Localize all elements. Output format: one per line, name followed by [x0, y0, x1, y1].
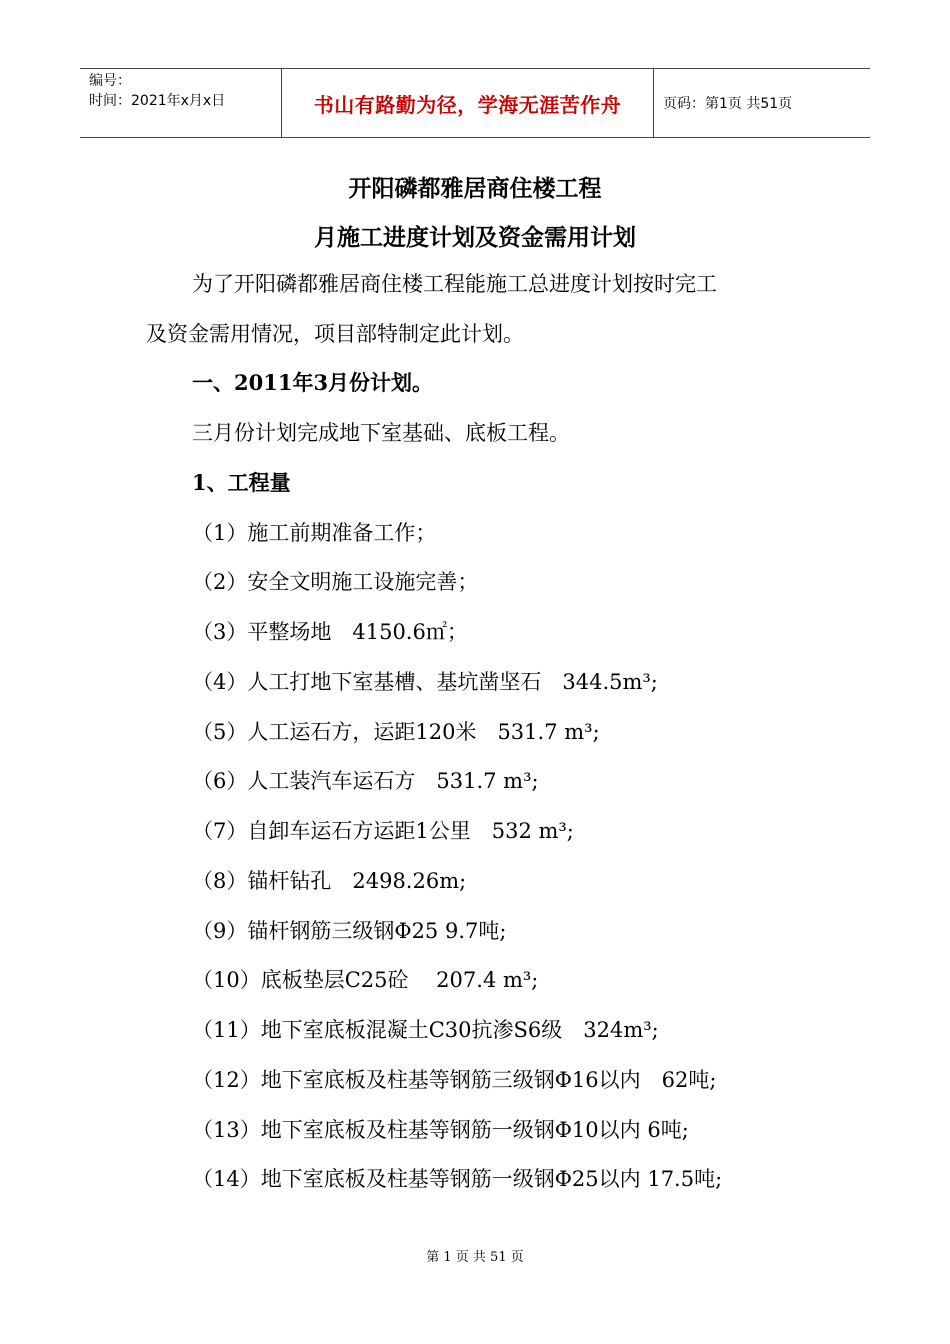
header-motto: 书山有路勤为径，学海无涯苦作舟	[282, 69, 654, 137]
list-item: （11）地下室底板混凝土C30抗渗S6级 324m³;	[192, 1018, 659, 1042]
list-item: （8）锚杆钻孔 2498.26m;	[192, 869, 467, 893]
list-item: （6）人工装汽车运石方 531.7 m³;	[192, 769, 539, 793]
subsection-heading: 1、工程量	[192, 470, 291, 495]
section-heading: 一、2011年3月份计划。	[192, 370, 434, 395]
list-item: （10）底板垫层C25砼 207.4 m³;	[192, 968, 539, 992]
list-item: （3）平整场地 4150.6㎡；	[192, 620, 468, 644]
list-item: （12）地下室底板及柱基等钢筋三级钢Φ16以内 62吨;	[192, 1068, 717, 1092]
date-label: 时间：2021年x月x日	[89, 93, 226, 109]
list-item: （14）地下室底板及柱基等钢筋一级钢Φ25以内 17.5吨;	[192, 1167, 723, 1191]
document-subtitle: 月施工进度计划及资金需用计划	[314, 224, 636, 251]
page-footer: 第 1 页 共 51 页	[426, 1250, 524, 1265]
serial-label: 编号：	[89, 73, 131, 89]
list-item: （1）施工前期准备工作；	[192, 521, 437, 545]
list-item: （5）人工运石方，运距120米 531.7 m³;	[192, 720, 600, 744]
document-title: 开阳磷都雅居商住楼工程	[348, 175, 602, 202]
list-item: （4）人工打地下室基槽、基坑凿坚石 344.5m³;	[192, 670, 658, 694]
section-description: 三月份计划完成地下室基础、底板工程。	[192, 421, 570, 445]
header-page-info: 页码：第1页 共51页	[663, 96, 793, 112]
list-item: （2）安全文明施工设施完善；	[192, 570, 479, 594]
page-header	[80, 68, 870, 138]
list-item: （7）自卸车运石方运距1公里 532 m³;	[192, 819, 574, 843]
intro-line-1: 为了开阳磷都雅居商住楼工程能施工总进度计划按时完工	[192, 272, 717, 296]
list-item: （13）地下室底板及柱基等钢筋一级钢Φ10以内 6吨;	[192, 1118, 689, 1142]
intro-line-2: 及资金需用情况，项目部特制定此计划。	[146, 322, 524, 346]
header-meta-cell	[80, 69, 282, 137]
list-item: （9）锚杆钢筋三级钢Φ25 9.7吨;	[192, 919, 507, 943]
